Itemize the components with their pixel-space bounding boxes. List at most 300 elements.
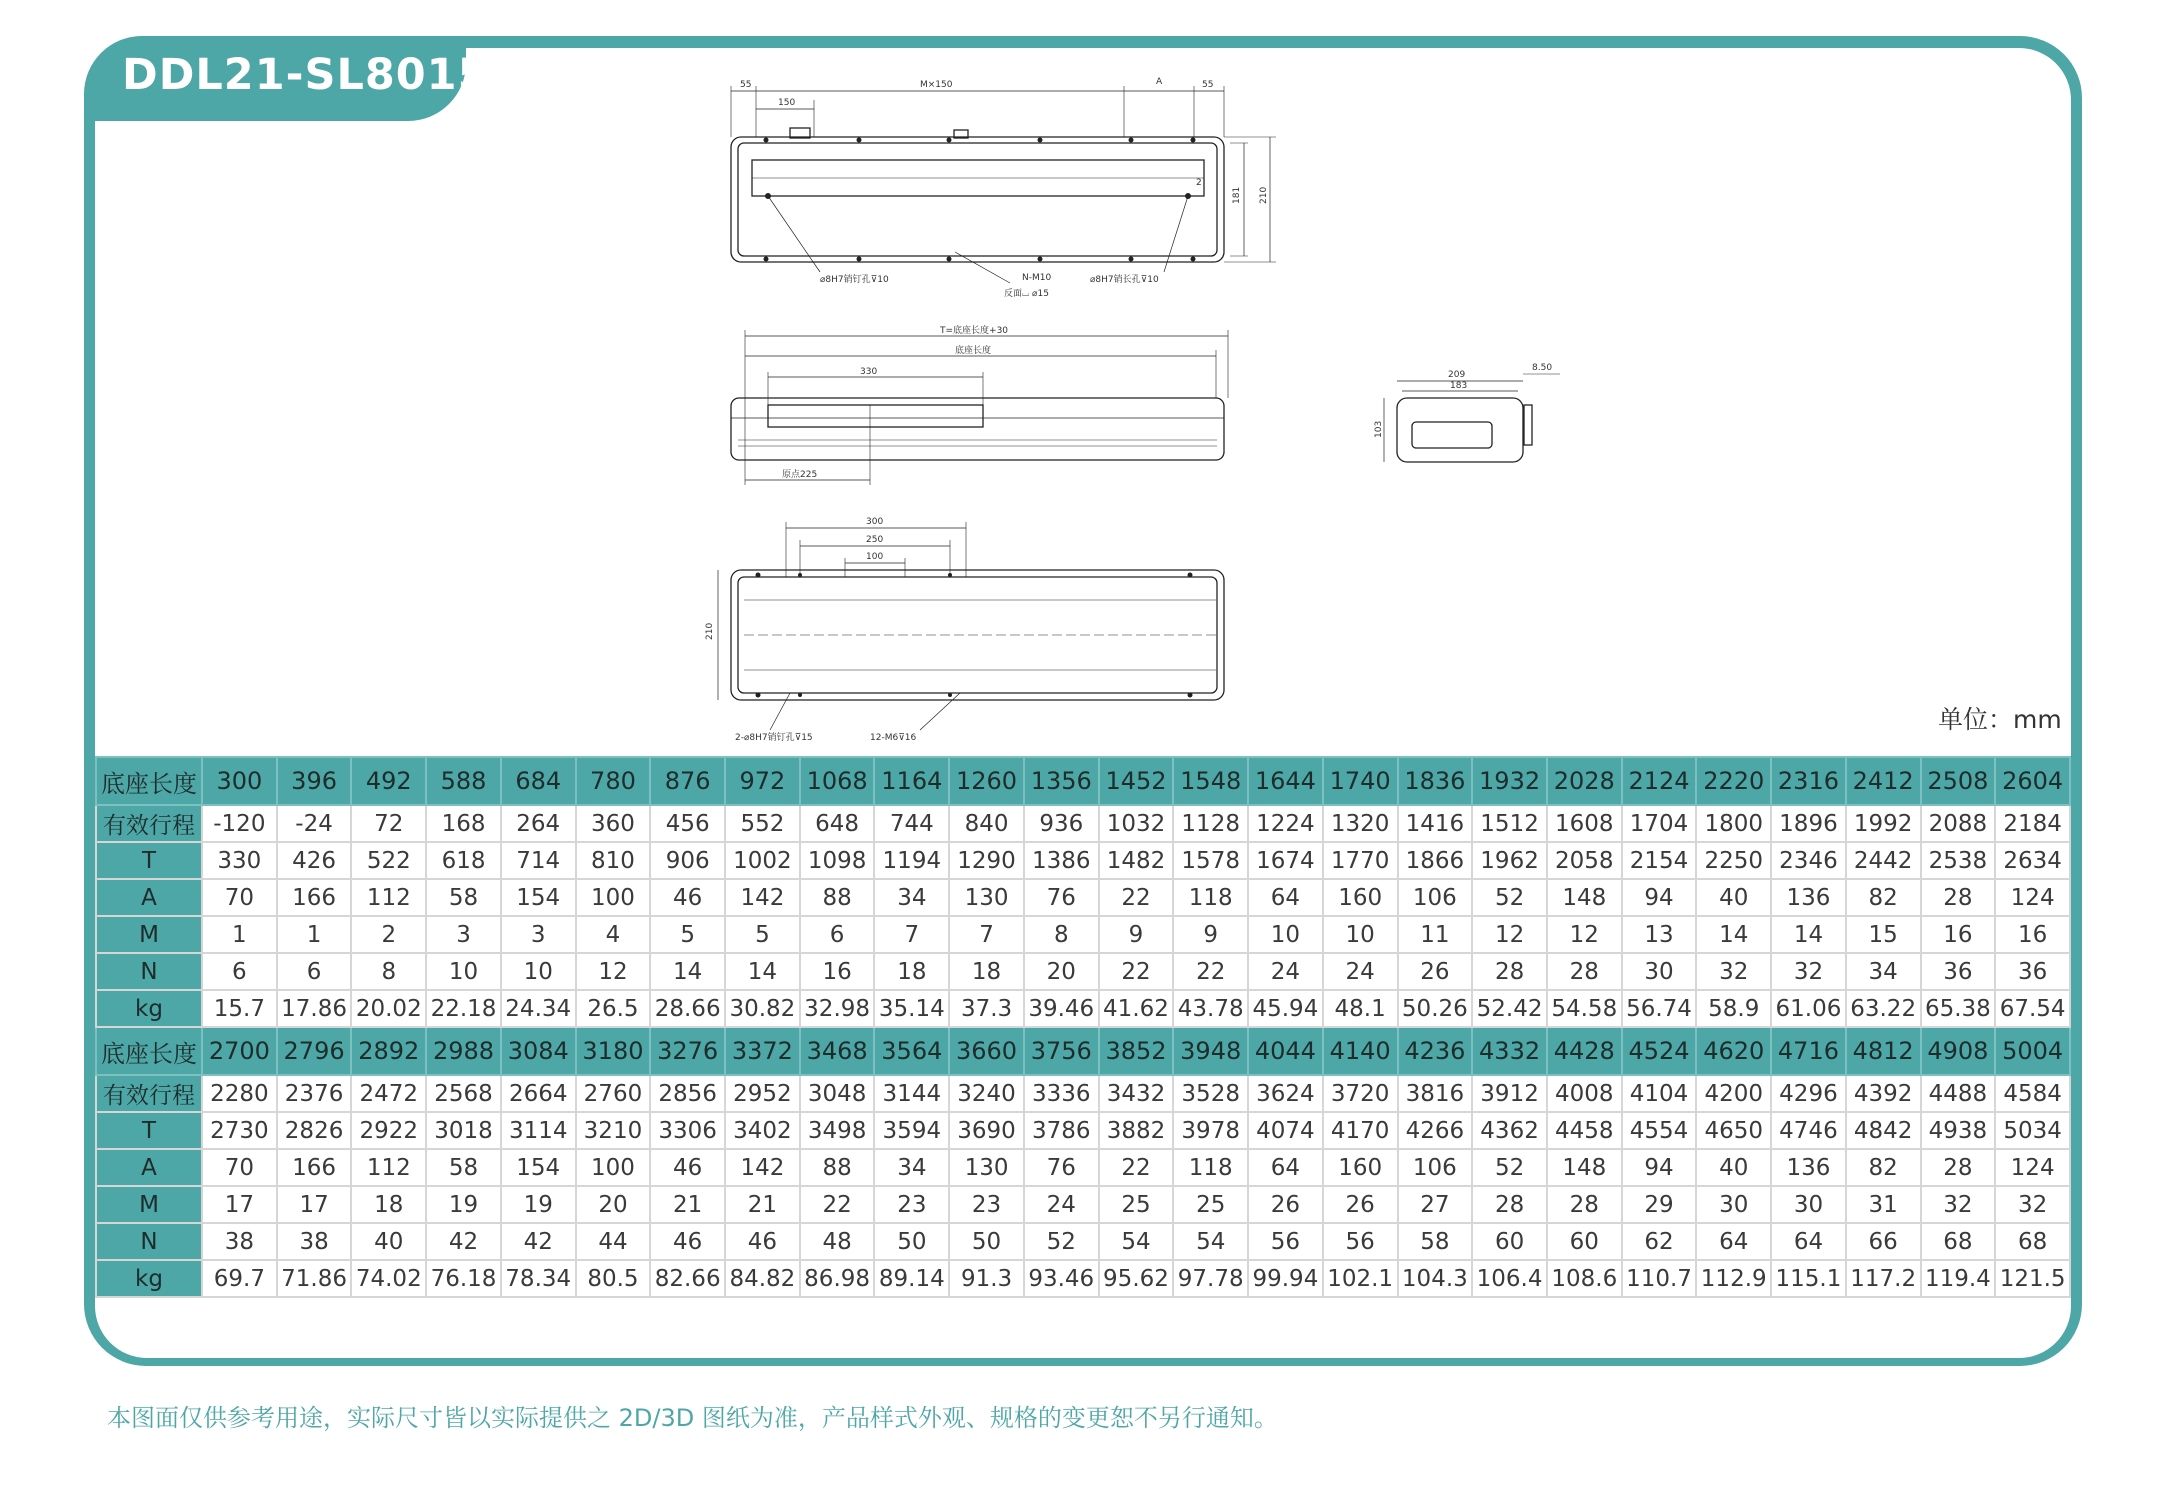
table-cell: 21	[725, 1186, 800, 1223]
table-cell: 95.62	[1099, 1260, 1174, 1297]
table-row	[96, 1112, 2070, 1149]
row-label: A	[96, 1149, 202, 1186]
table-cell: 52.42	[1472, 990, 1547, 1027]
table-cell: 50	[949, 1223, 1024, 1260]
table-cell: 20	[1024, 953, 1099, 990]
table-cell: 2568	[426, 1075, 501, 1112]
table-cell: 100	[576, 1149, 651, 1186]
table-cell: 1800	[1696, 805, 1771, 842]
table-cell: 936	[1024, 805, 1099, 842]
table-cell: 3306	[650, 1112, 725, 1149]
table-cell: 68	[1995, 1223, 2070, 1260]
table-cell: 3	[426, 916, 501, 953]
table-cell: 118	[1173, 1149, 1248, 1186]
table-cell: 76.18	[426, 1260, 501, 1297]
table-cell: 148	[1547, 1149, 1622, 1186]
row-label: T	[96, 1112, 202, 1149]
table-cell: 168	[426, 805, 501, 842]
table-cell: 3624	[1248, 1075, 1323, 1112]
table-cell: 456	[650, 805, 725, 842]
row-label: kg	[96, 1260, 202, 1297]
table-cell: 2316	[1771, 757, 1846, 805]
table-cell: 2700	[202, 1027, 277, 1075]
table-cell: 426	[277, 842, 352, 879]
table-cell: 4104	[1622, 1075, 1697, 1112]
table-cell: 1482	[1099, 842, 1174, 879]
table-cell: 78.34	[501, 1260, 576, 1297]
table-cell: 67.54	[1995, 990, 2070, 1027]
table-row	[96, 1027, 2070, 1075]
table-cell: 16	[800, 953, 875, 990]
table-cell: 14	[650, 953, 725, 990]
table-cell: 50.26	[1398, 990, 1473, 1027]
table-cell: 117.2	[1846, 1260, 1921, 1297]
table-cell: 3786	[1024, 1112, 1099, 1149]
table-cell: 26.5	[576, 990, 651, 1027]
note-counterbore: 反面⌴ ⌀15	[1004, 289, 1049, 299]
table-cell: 93.46	[1024, 1260, 1099, 1297]
row-label: kg	[96, 990, 202, 1027]
table-cell: 22	[800, 1186, 875, 1223]
table-cell: 58	[1398, 1223, 1473, 1260]
table-cell: 6	[202, 953, 277, 990]
table-cell: 18	[874, 953, 949, 990]
table-cell: 3114	[501, 1112, 576, 1149]
dim-top-left: 55	[740, 80, 752, 90]
table-cell: 3852	[1099, 1027, 1174, 1075]
table-cell: 360	[576, 805, 651, 842]
table-cell: 69.7	[202, 1260, 277, 1297]
table-cell: 684	[501, 757, 576, 805]
table-cell: 3276	[650, 1027, 725, 1075]
table-cell: 4	[576, 916, 651, 953]
table-cell: 119.4	[1921, 1260, 1996, 1297]
table-cell: 34	[1846, 953, 1921, 990]
table-cell: 24.34	[501, 990, 576, 1027]
table-cell: 54	[1173, 1223, 1248, 1260]
table-cell: 80.5	[576, 1260, 651, 1297]
table-cell: 25	[1099, 1186, 1174, 1223]
table-cell: 1416	[1398, 805, 1473, 842]
dim-side-base: 底座长度	[955, 346, 992, 356]
table-cell: 11	[1398, 916, 1473, 953]
table-cell: -120	[202, 805, 277, 842]
table-cell: 28	[1547, 953, 1622, 990]
table-cell: 30	[1771, 1186, 1846, 1223]
table-cell: 32	[1995, 1186, 2070, 1223]
table-cell: 14	[1696, 916, 1771, 953]
table-cell: 9	[1099, 916, 1174, 953]
table-cell: 2154	[1622, 842, 1697, 879]
table-cell: 1164	[874, 757, 949, 805]
table-cell: 4716	[1771, 1027, 1846, 1075]
dim-side-330: 330	[860, 367, 878, 377]
table-cell: 94	[1622, 879, 1697, 916]
table-cell: 32	[1696, 953, 1771, 990]
row-label: 底座长度	[96, 1027, 202, 1075]
table-cell: 160	[1323, 879, 1398, 916]
table-cell: 71.86	[277, 1260, 352, 1297]
table-cell: 24	[1248, 953, 1323, 990]
table-cell: 29	[1622, 1186, 1697, 1223]
dim-bottom-100: 100	[866, 552, 884, 562]
table-cell: 4362	[1472, 1112, 1547, 1149]
table-cell: 3210	[576, 1112, 651, 1149]
table-cell: 4332	[1472, 1027, 1547, 1075]
table-cell: 2472	[351, 1075, 426, 1112]
table-cell: 160	[1323, 1149, 1398, 1186]
table-cell: 60	[1547, 1223, 1622, 1260]
table-cell: 3912	[1472, 1075, 1547, 1112]
table-cell: 88	[800, 1149, 875, 1186]
table-cell: 154	[501, 879, 576, 916]
table-cell: 22	[1173, 953, 1248, 990]
table-cell: 17	[202, 1186, 277, 1223]
table-row	[96, 1149, 2070, 1186]
table-cell: 56	[1323, 1223, 1398, 1260]
table-cell: 3498	[800, 1112, 875, 1149]
dim-top-210: 210	[1259, 186, 1269, 204]
table-row	[96, 953, 2070, 990]
table-cell: 1608	[1547, 805, 1622, 842]
table-cell: 112	[351, 879, 426, 916]
table-cell: 52	[1472, 879, 1547, 916]
table-cell: 1290	[949, 842, 1024, 879]
table-cell: 142	[725, 879, 800, 916]
table-cell: 2922	[351, 1112, 426, 1149]
table-cell: 2730	[202, 1112, 277, 1149]
table-row	[96, 842, 2070, 879]
table-cell: 1962	[1472, 842, 1547, 879]
table-cell: 4938	[1921, 1112, 1996, 1149]
table-cell: 1704	[1622, 805, 1697, 842]
table-cell: 4812	[1846, 1027, 1921, 1075]
table-cell: 3468	[800, 1027, 875, 1075]
table-cell: 24	[1024, 1186, 1099, 1223]
table-cell: 3432	[1099, 1075, 1174, 1112]
table-cell: 46	[650, 1149, 725, 1186]
table-cell: 22	[1099, 953, 1174, 990]
table-cell: 23	[874, 1186, 949, 1223]
table-cell: 2634	[1995, 842, 2070, 879]
table-cell: 4140	[1323, 1027, 1398, 1075]
table-cell: 38	[202, 1223, 277, 1260]
table-cell: 3978	[1173, 1112, 1248, 1149]
table-cell: 110.7	[1622, 1260, 1697, 1297]
table-cell: 5034	[1995, 1112, 2070, 1149]
table-cell: 5004	[1995, 1027, 2070, 1075]
table-cell: 1836	[1398, 757, 1473, 805]
table-cell: 28	[1472, 1186, 1547, 1223]
table-cell: 3084	[501, 1027, 576, 1075]
table-cell: 115.1	[1771, 1260, 1846, 1297]
top-view	[731, 86, 1276, 283]
row-label: M	[96, 916, 202, 953]
table-cell: 112.9	[1696, 1260, 1771, 1297]
table-cell: 28.66	[650, 990, 725, 1027]
dim-bottom-210: 210	[705, 622, 715, 640]
table-cell: 10	[426, 953, 501, 990]
table-cell: 2412	[1846, 757, 1921, 805]
table-cell: 142	[725, 1149, 800, 1186]
table-cell: 22	[1099, 879, 1174, 916]
table-cell: 2796	[277, 1027, 352, 1075]
table-cell: 1260	[949, 757, 1024, 805]
row-label: 有效行程	[96, 805, 202, 842]
table-cell: 28	[1921, 1149, 1996, 1186]
table-cell: 1098	[800, 842, 875, 879]
table-cell: 3528	[1173, 1075, 1248, 1112]
table-cell: 3240	[949, 1075, 1024, 1112]
table-cell: 4524	[1622, 1027, 1697, 1075]
table-cell: 136	[1771, 879, 1846, 916]
table-cell: 63.22	[1846, 990, 1921, 1027]
table-cell: 40	[351, 1223, 426, 1260]
table-cell: 3594	[874, 1112, 949, 1149]
table-row	[96, 805, 2070, 842]
table-cell: 32.98	[800, 990, 875, 1027]
table-cell: 88	[800, 879, 875, 916]
table-cell: 1512	[1472, 805, 1547, 842]
table-cell: 94	[1622, 1149, 1697, 1186]
table-cell: 4044	[1248, 1027, 1323, 1075]
table-cell: 124	[1995, 1149, 2070, 1186]
table-cell: 45.94	[1248, 990, 1323, 1027]
table-cell: 2124	[1622, 757, 1697, 805]
table-cell: 42	[426, 1223, 501, 1260]
unit-label: 单位：mm	[1938, 705, 2062, 734]
table-cell: 744	[874, 805, 949, 842]
table-cell: 6	[800, 916, 875, 953]
table-cell: 8	[1024, 916, 1099, 953]
table-cell: 10	[1248, 916, 1323, 953]
table-cell: 86.98	[800, 1260, 875, 1297]
table-cell: 1032	[1099, 805, 1174, 842]
table-cell: 4074	[1248, 1112, 1323, 1149]
row-label: M	[96, 1186, 202, 1223]
table-row	[96, 757, 2070, 805]
table-cell: 56	[1248, 1223, 1323, 1260]
table-cell: 6	[277, 953, 352, 990]
table-cell: 32	[1771, 953, 1846, 990]
table-cell: 492	[351, 757, 426, 805]
table-cell: 3720	[1323, 1075, 1398, 1112]
table-cell: 58	[426, 879, 501, 916]
table-cell: 2	[351, 916, 426, 953]
table-cell: 840	[949, 805, 1024, 842]
table-cell: 18	[351, 1186, 426, 1223]
table-cell: 3018	[426, 1112, 501, 1149]
table-cell: 130	[949, 1149, 1024, 1186]
table-cell: 972	[725, 757, 800, 805]
table-cell: 121.5	[1995, 1260, 2070, 1297]
table-cell: 3690	[949, 1112, 1024, 1149]
dim-top-a: A	[1156, 77, 1163, 87]
table-cell: 148	[1547, 879, 1622, 916]
table-cell: 106	[1398, 1149, 1473, 1186]
table-cell: 330	[202, 842, 277, 879]
table-cell: 4458	[1547, 1112, 1622, 1149]
dim-top-181: 181	[1232, 186, 1242, 204]
table-cell: 4554	[1622, 1112, 1697, 1149]
table-cell: 1	[277, 916, 352, 953]
table-cell: 15	[1846, 916, 1921, 953]
table-cell: 1548	[1173, 757, 1248, 805]
table-cell: 18	[949, 953, 1024, 990]
table-cell: 84.82	[725, 1260, 800, 1297]
table-cell: 396	[277, 757, 352, 805]
table-cell: 23	[949, 1186, 1024, 1223]
table-cell: 26	[1248, 1186, 1323, 1223]
table-cell: 44	[576, 1223, 651, 1260]
table-cell: 54.58	[1547, 990, 1622, 1027]
table-cell: 264	[501, 805, 576, 842]
table-cell: 2664	[501, 1075, 576, 1112]
table-cell: 3660	[949, 1027, 1024, 1075]
table-cell: 52	[1024, 1223, 1099, 1260]
table-cell: 4266	[1398, 1112, 1473, 1149]
table-cell: 3816	[1398, 1075, 1473, 1112]
table-cell: 74.02	[351, 1260, 426, 1297]
table-cell: 46	[650, 1223, 725, 1260]
table-cell: 7	[874, 916, 949, 953]
table-cell: 62	[1622, 1223, 1697, 1260]
table-cell: 876	[650, 757, 725, 805]
dim-top-right: 55	[1202, 80, 1214, 90]
table-cell: 91.3	[949, 1260, 1024, 1297]
note-tap: N-M10	[1022, 273, 1052, 283]
table-cell: 27	[1398, 1186, 1473, 1223]
table-cell: 1578	[1173, 842, 1248, 879]
table-cell: 2376	[277, 1075, 352, 1112]
table-cell: 1740	[1323, 757, 1398, 805]
table-cell: 9	[1173, 916, 1248, 953]
table-cell: 4746	[1771, 1112, 1846, 1149]
table-cell: 4650	[1696, 1112, 1771, 1149]
table-cell: 3756	[1024, 1027, 1099, 1075]
table-row	[96, 879, 2070, 916]
table-cell: 3564	[874, 1027, 949, 1075]
table-cell: 64	[1696, 1223, 1771, 1260]
table-cell: 15.7	[202, 990, 277, 1027]
table-cell: 2508	[1921, 757, 1996, 805]
table-cell: 22	[1099, 1149, 1174, 1186]
table-cell: 166	[277, 1149, 352, 1186]
table-cell: 26	[1398, 953, 1473, 990]
table-cell: 17	[277, 1186, 352, 1223]
table-cell: 12	[1547, 916, 1622, 953]
table-cell: 40	[1696, 1149, 1771, 1186]
table-cell: 130	[949, 879, 1024, 916]
table-cell: 32	[1921, 1186, 1996, 1223]
table-cell: 66	[1846, 1223, 1921, 1260]
table-cell: 46	[650, 879, 725, 916]
table-cell: 1320	[1323, 805, 1398, 842]
table-cell: 154	[501, 1149, 576, 1186]
table-cell: 99.94	[1248, 1260, 1323, 1297]
table-cell: 22.18	[426, 990, 501, 1027]
table-cell: 72	[351, 805, 426, 842]
table-cell: 60	[1472, 1223, 1547, 1260]
table-cell: 12	[1472, 916, 1547, 953]
bottom-view	[718, 522, 1224, 730]
table-cell: 4200	[1696, 1075, 1771, 1112]
table-cell: 89.14	[874, 1260, 949, 1297]
table-cell: 166	[277, 879, 352, 916]
table-cell: 28	[1547, 1186, 1622, 1223]
table-cell: 4008	[1547, 1075, 1622, 1112]
table-cell: 14	[725, 953, 800, 990]
table-cell: 10	[501, 953, 576, 990]
table-cell: 2538	[1921, 842, 1996, 879]
row-label: T	[96, 842, 202, 879]
table-cell: 7	[949, 916, 1024, 953]
table-cell: 50	[874, 1223, 949, 1260]
table-cell: 4392	[1846, 1075, 1921, 1112]
table-cell: 41.62	[1099, 990, 1174, 1027]
table-cell: 5	[650, 916, 725, 953]
note-pin-right: ⌀8H7销长孔⊽10	[1090, 275, 1159, 285]
table-cell: 1356	[1024, 757, 1099, 805]
table-cell: 97.78	[1173, 1260, 1248, 1297]
table-cell: 1992	[1846, 805, 1921, 842]
table-cell: 30	[1696, 1186, 1771, 1223]
table-cell: 68	[1921, 1223, 1996, 1260]
table-cell: 61.06	[1771, 990, 1846, 1027]
table-cell: 4170	[1323, 1112, 1398, 1149]
dim-side-total: T=底座长度+30	[940, 326, 1009, 336]
table-cell: 52	[1472, 1149, 1547, 1186]
row-label: N	[96, 1223, 202, 1260]
table-row	[96, 1260, 2070, 1297]
table-cell: 124	[1995, 879, 2070, 916]
table-cell: 522	[351, 842, 426, 879]
table-cell: 28	[1472, 953, 1547, 990]
table-cell: 100	[576, 879, 651, 916]
dim-top-2: 2	[1196, 178, 1202, 188]
table-cell: 136	[1771, 1149, 1846, 1186]
table-cell: 1896	[1771, 805, 1846, 842]
note-bottom-tap: 12-M6⊽16	[870, 733, 917, 743]
table-cell: 1	[202, 916, 277, 953]
table-cell: 714	[501, 842, 576, 879]
table-cell: 34	[874, 879, 949, 916]
table-cell: 24	[1323, 953, 1398, 990]
table-cell: 4842	[1846, 1112, 1921, 1149]
table-cell: 2220	[1696, 757, 1771, 805]
table-cell: 3180	[576, 1027, 651, 1075]
table-cell: 46	[725, 1223, 800, 1260]
table-cell: 25	[1173, 1186, 1248, 1223]
table-cell: 19	[426, 1186, 501, 1223]
table-cell: 48.1	[1323, 990, 1398, 1027]
table-cell: 1068	[800, 757, 875, 805]
table-cell: 1866	[1398, 842, 1473, 879]
disclaimer-note: 本图面仅供参考用途，实际尺寸皆以实际提供之 2D/3D 图纸为准，产品样式外观、规格的变更恕不另行通知。	[107, 1404, 1278, 1432]
table-cell: 31	[1846, 1186, 1921, 1223]
table-cell: 64	[1248, 1149, 1323, 1186]
table-cell: 36	[1921, 953, 1996, 990]
table-cell: 2760	[576, 1075, 651, 1112]
table-cell: 8	[351, 953, 426, 990]
table-cell: 82	[1846, 879, 1921, 916]
model-title: DDL21-SL8015	[122, 50, 489, 100]
table-cell: 19	[501, 1186, 576, 1223]
table-cell: 1128	[1173, 805, 1248, 842]
table-cell: 2856	[650, 1075, 725, 1112]
table-cell: 2952	[725, 1075, 800, 1112]
dim-top-pitch: M×150	[920, 80, 953, 90]
